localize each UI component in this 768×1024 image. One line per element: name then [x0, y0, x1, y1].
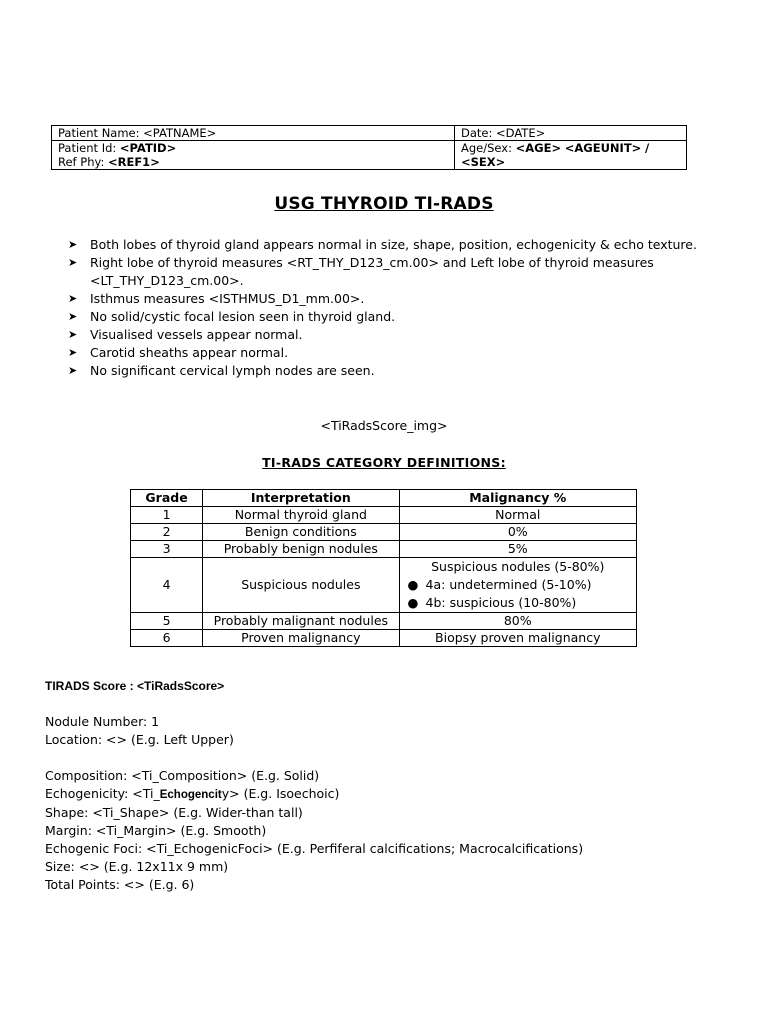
patient-id-cell: [52, 141, 455, 170]
age-sex-label: Age/Sex:: [461, 141, 516, 155]
patient-name-cell: [52, 126, 455, 141]
malignancy-cell: 0%: [399, 524, 636, 541]
nodule-location: Location: <> (E.g. Left Upper): [45, 732, 234, 747]
grade-cell: 6: [131, 630, 203, 647]
finding-item: ➤ Visualised vessels appear normal.: [68, 327, 303, 342]
interpretation-cell: Probably benign nodules: [203, 541, 399, 558]
arrow-bullet-icon: ➤: [68, 346, 78, 359]
arrow-bullet-icon: ➤: [68, 328, 78, 341]
date-cell: [455, 126, 687, 141]
ref-phy-label: Ref Phy:: [58, 155, 108, 169]
table-row: [131, 541, 637, 558]
grade-cell: 3: [131, 541, 203, 558]
malignancy-cell: 5%: [399, 541, 636, 558]
column-header-grade: Grade: [131, 490, 203, 507]
grade-cell: 2: [131, 524, 203, 541]
definitions-title: TI-RADS CATEGORY DEFINITIONS:: [262, 455, 506, 470]
table-row: [131, 524, 637, 541]
nodule-details: [45, 713, 583, 894]
finding-item: ➤ Right lobe of thyroid measures <RT_THY_D123_cm.00> and Left lobe of thyroid measures <LT_THY_D123_cm.00>.: [68, 255, 654, 288]
finding-item: ➤ Carotid sheaths appear normal.: [68, 345, 289, 360]
interpretation-cell: Probably malignant nodules: [203, 613, 399, 630]
table-header-row: [131, 490, 637, 507]
interpretation-cell: Normal thyroid gland: [203, 507, 399, 524]
patient-header-table: [51, 125, 687, 170]
report-title: USG THYROID TI-RADS: [274, 194, 494, 214]
tirads-score-label: TIRADS Score : <TiRadsScore>: [45, 679, 225, 693]
nodule-margin: Margin: <Ti_Margin> (E.g. Smooth): [45, 823, 267, 838]
nodule-shape: Shape: <Ti_Shape> (E.g. Wider-than tall): [45, 805, 303, 820]
grade-cell: 1: [131, 507, 203, 524]
grade-cell: 4: [131, 558, 203, 613]
age-sex-slash: /: [644, 141, 650, 155]
column-header-malignancy: Malignancy %: [399, 490, 636, 507]
ref-phy-value: <REF1>: [107, 155, 160, 169]
arrow-bullet-icon: ➤: [68, 310, 78, 323]
table-row: [131, 507, 637, 524]
malignancy-cell: [399, 558, 636, 613]
tirads-image-placeholder: <TiRadsScore_img>: [320, 418, 448, 433]
age-unit-value: <AGEUNIT>: [564, 141, 642, 155]
finding-item: ➤ No significant cervical lymph nodes are seen.: [68, 363, 375, 378]
malignancy-cell: Biopsy proven malignancy: [399, 630, 636, 647]
interpretation-cell: Benign conditions: [203, 524, 399, 541]
date-label: Date:: [461, 126, 497, 140]
interpretation-cell: Proven malignancy: [203, 630, 399, 647]
sex-value: <SEX>: [461, 155, 506, 169]
malignancy-cell: 80%: [399, 613, 636, 630]
age-value: <AGE>: [515, 141, 562, 155]
patient-id-value: <PATID>: [119, 141, 177, 155]
nodule-echogenicity: Echogenicity: <Ti_Echogencity> (E.g. Isoechoic): [45, 786, 340, 801]
age-sex-cell: [455, 141, 687, 170]
nodule-size: Size: <> (E.g. 12x11x 9 mm): [45, 859, 229, 874]
malignancy-cell: Normal: [399, 507, 636, 524]
sub-bullet-item: ● 4a: undetermined (5-10%): [407, 577, 592, 592]
patient-name-value: <PATNAME>: [143, 126, 217, 140]
bullet-dot-icon: ●: [407, 577, 419, 592]
arrow-bullet-icon: ➤: [68, 256, 78, 269]
finding-item: ➤ No solid/cystic focal lesion seen in thyroid gland.: [68, 309, 396, 324]
findings-list: [68, 236, 718, 380]
finding-item: ➤ Isthmus measures <ISTHMUS_D1_mm.00>.: [68, 291, 365, 306]
date-value: <DATE>: [496, 126, 546, 140]
table-row: [131, 630, 637, 647]
arrow-bullet-icon: ➤: [68, 238, 78, 251]
interpretation-cell: Suspicious nodules: [203, 558, 399, 613]
table-row: [131, 558, 637, 613]
nodule-total-points: Total Points: <> (E.g. 6): [45, 877, 195, 892]
column-header-interpretation: Interpretation: [203, 490, 399, 507]
table-row: [131, 613, 637, 630]
grade-cell: 5: [131, 613, 203, 630]
nodule-echogenic-foci: Echogenic Foci: <Ti_EchogenicFoci> (E.g. Perfiferal calcifications; Macrocalcifications): [45, 841, 584, 856]
malignancy-main-text: Suspicious nodules (5-80%): [431, 559, 605, 574]
nodule-number: Nodule Number: 1: [45, 714, 160, 729]
patient-name-label: Patient Name:: [58, 126, 144, 140]
bullet-dot-icon: ●: [407, 595, 419, 610]
finding-item: ➤ Both lobes of thyroid gland appears normal in size, shape, position, echogenicity & echo texture.: [68, 237, 697, 252]
patient-id-label: Patient Id:: [58, 141, 120, 155]
sub-bullet-item: ● 4b: suspicious (10-80%): [407, 595, 577, 610]
nodule-composition: Composition: <Ti_Composition> (E.g. Solid): [45, 768, 320, 783]
arrow-bullet-icon: ➤: [68, 364, 78, 377]
tirads-grades-table: [130, 489, 637, 647]
arrow-bullet-icon: ➤: [68, 292, 78, 305]
